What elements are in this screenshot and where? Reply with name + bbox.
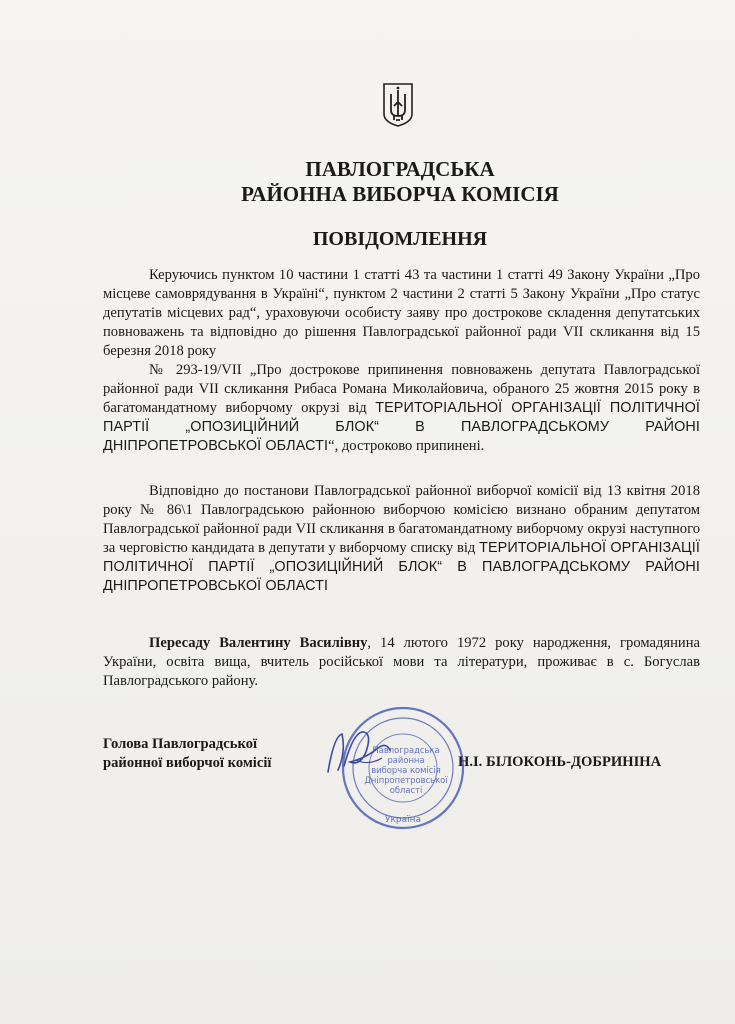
paragraph-2: [103, 361, 700, 456]
deputy-name: Пересаду Валентину Василівну: [149, 635, 368, 651]
party-name-2: ТЕРИТОРІАЛЬНОЇ ОРГАНІЗАЦІЇ ПОЛІТИЧНОЇ ПАРТІЇ „ОПОЗИЦІЙНИЙ БЛОК“ В ПАВЛОГРАДСЬКОМУ РАЙОНІ ДНІПРОПЕТРОВСЬКОЇ ОБЛАСТІ: [103, 540, 700, 594]
paragraph-2-end: “, достроково припинені.: [328, 438, 485, 454]
svg-text:виборча комісія: виборча комісія: [371, 765, 441, 775]
org-name-line2: РАЙОННА ВИБОРЧА КОМІСІЯ: [241, 182, 559, 206]
svg-text:Павлоградська: Павлоградська: [372, 745, 440, 755]
svg-text:Дніпропетровської: Дніпропетровської: [364, 775, 448, 785]
signatory-name: Н.І. БІЛОКОНЬ-ДОБРИНІНА: [458, 754, 662, 770]
signatory-position: [103, 735, 343, 773]
paragraph-3: [103, 482, 700, 596]
org-name-line1: ПАВЛОГРАДСЬКА: [305, 157, 495, 181]
handwritten-signature: [320, 722, 400, 782]
paragraph-4-rest: , 14 лютого 1972 року народження, громадянина України, освіта вища, вчитель російської мови та літератури, проживає в с. Богуслав Павлоградського району.: [103, 635, 700, 689]
document-title: ПОВІДОМЛЕННЯ: [312, 228, 488, 250]
signatory-position-line1: Голова Павлоградської: [103, 736, 258, 752]
paragraph-2-start: № 293-19/VII „Про дострокове припинення повноважень депутата Павлоградської районної ради VII скликання Рибаса Романа Миколайовича, обраного 25 жовтня 2015 року в багатомандатному виборчому окрузі від: [103, 362, 700, 416]
paragraph-4: [103, 634, 700, 691]
svg-text:області: області: [389, 785, 423, 795]
paragraph-3-start: Відповідно до постанови Павлоградської районної виборчої комісії від 13 квітня 2018 року № 86\1 Павлоградською районною виборчою комісією визнано обраним депутатом Павлоградської районної ради VII скликання в багатомандатному виборчому окрузі наступного за черговістю кандидата в депутати у виборчому списку від: [103, 483, 700, 556]
svg-text:районна: районна: [387, 755, 425, 765]
party-name-1: ТЕРИТОРІАЛЬНОЇ ОРГАНІЗАЦІЇ ПОЛІТИЧНОЇ ПАРТІЇ „ОПОЗИЦІЙНИЙ БЛОК“ В ПАВЛОГРАДСЬКОМУ РАЙОНІ ДНІПРОПЕТРОВСЬКОЇ ОБЛАСТІ: [103, 400, 700, 454]
paragraph-1: Керуючись пунктом 10 частини 1 статті 43 та частини 1 статті 49 Закону України „Про місцеве самоврядування в Україні“, пунктом 2 частини 2 статті 5 Закону України „Про статус депутатів місцевих рад“, ураховуючи особисту заяву про дострокове складення депутатських повноважень та відповідно до рішення Павлоградської районної ради VII скликання від 15 березня 2018 року: [103, 267, 700, 359]
svg-text:Україна: Україна: [384, 815, 422, 825]
trident-emblem-icon: [381, 80, 415, 128]
signatory-position-line2: районної виборчої комісії: [103, 755, 272, 771]
